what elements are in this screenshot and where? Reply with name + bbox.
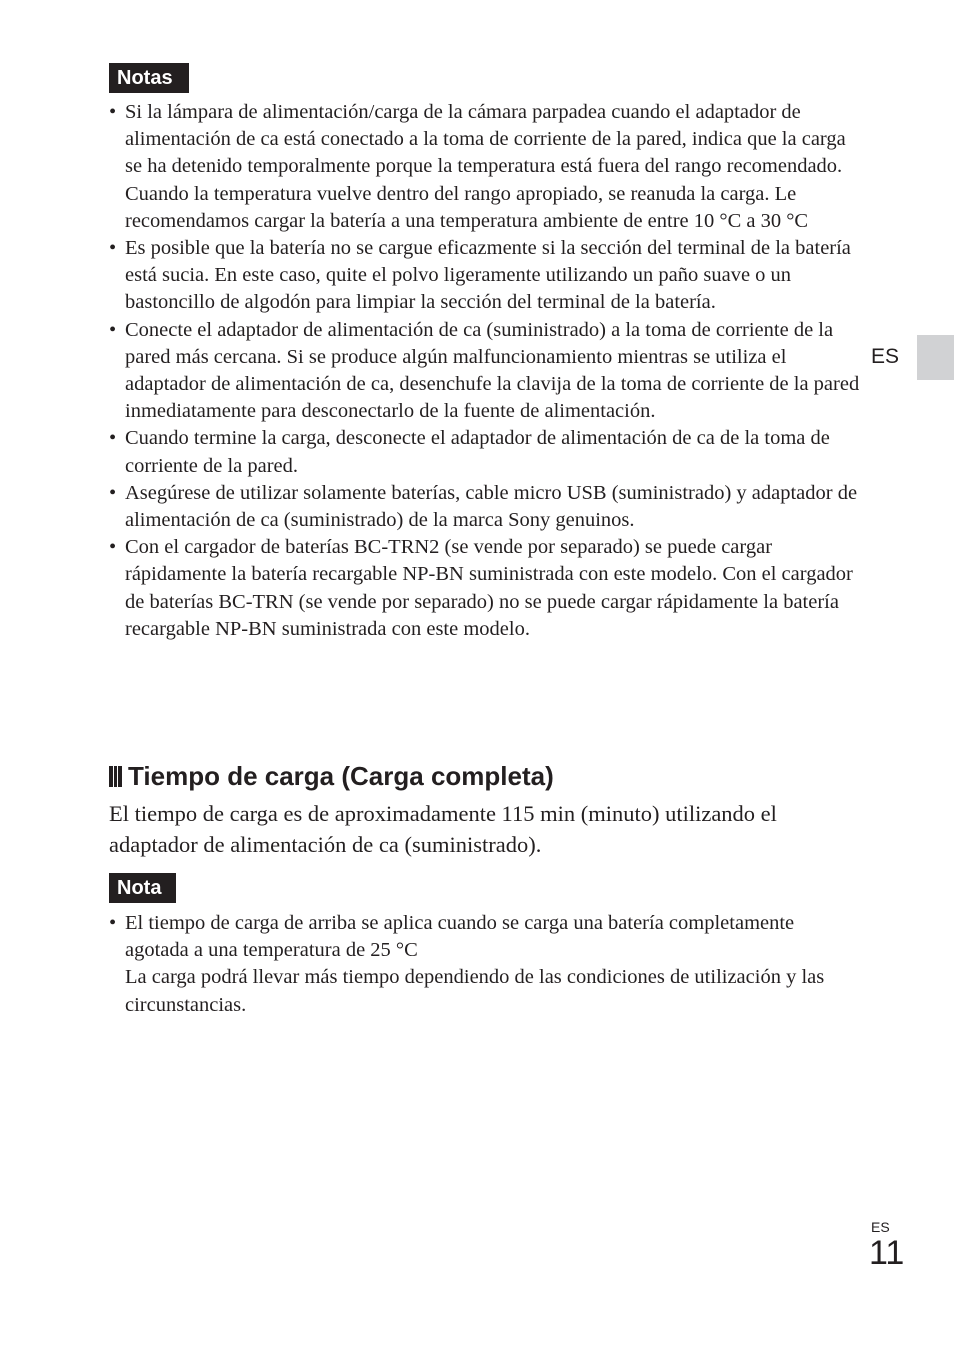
side-language-label: ES (871, 345, 900, 368)
note-item: • Conecte el adaptador de alimentación de ca (suministrado) a la toma de corriente de la pared más cercana. Si se produce algún malfuncionamiento mientras se utiliza el adaptador de alimentación de ca, desenchufe la clavija de la toma de corriente de la pared inmediatamente para desconectarlo de la fuente de alimentación. (109, 317, 861, 426)
note-item: • Con el cargador de baterías BC-TRN2 (se vende por separado) se puede cargar rápidamente la batería recargable NP-BN suministrada con este modelo. Con el cargador de baterías BC-TRN (se vende por separado) no se puede cargar rápidamente la batería recargable NP-BN suministrada con este modelo. (109, 534, 861, 643)
side-tab (917, 335, 954, 380)
section-body: El tiempo de carga es de aproximadamente 115 min (minuto) utilizando el adaptador de alimentación de ca (suministrado). (109, 801, 777, 857)
section-heading (109, 758, 554, 794)
note-item: • Es posible que la batería no se cargue eficazmente si la sección del terminal de la batería está sucia. En este caso, quite el polvo ligeramente utilizando un paño suave o un bastoncillo de algodón para limpiar la sección del terminal de la batería. (109, 235, 861, 317)
note-text: El tiempo de carga de arriba se aplica cuando se carga una batería completamente agotada a una temperatura de 25 °C (125, 912, 795, 962)
note-item: • Asegúrese de utilizar solamente baterías, cable micro USB (suministrado) y adaptador de alimentación de ca (suministrado) de la marca Sony genuinos. (109, 480, 861, 534)
note-item: • Cuando termine la carga, desconecte el adaptador de alimentación de ca de la toma de corriente de la pared. (109, 425, 861, 479)
notes-label: Notas (109, 63, 189, 93)
section-title: Tiempo de carga (Carga completa) (128, 761, 554, 791)
note-item: • Si la lámpara de alimentación/carga de la cámara parpadea cuando el adaptador de alimentación de ca está conectado a la toma de corriente de la pared, indica que la carga se ha detenido temporalmente porque la temperatura está fuera del rango recomendado. Cuando la temperatura vuelve dentro del rango apropiado, se reanuda la carga. Le recomendamos cargar la batería a una temperatura ambiente de entre 10 °C a 30 °C (109, 99, 861, 235)
page-language-label: ES (871, 1219, 890, 1235)
note-item (109, 910, 861, 1019)
notes-list (109, 99, 861, 643)
note-text-continued: La carga podrá llevar más tiempo dependiendo de las condiciones de utilización y las circunstancias. (125, 966, 825, 1016)
section-marker-icon (109, 766, 122, 787)
note-label: Nota (109, 873, 176, 903)
page-number: 11 (869, 1234, 905, 1272)
note-list (109, 910, 861, 1019)
